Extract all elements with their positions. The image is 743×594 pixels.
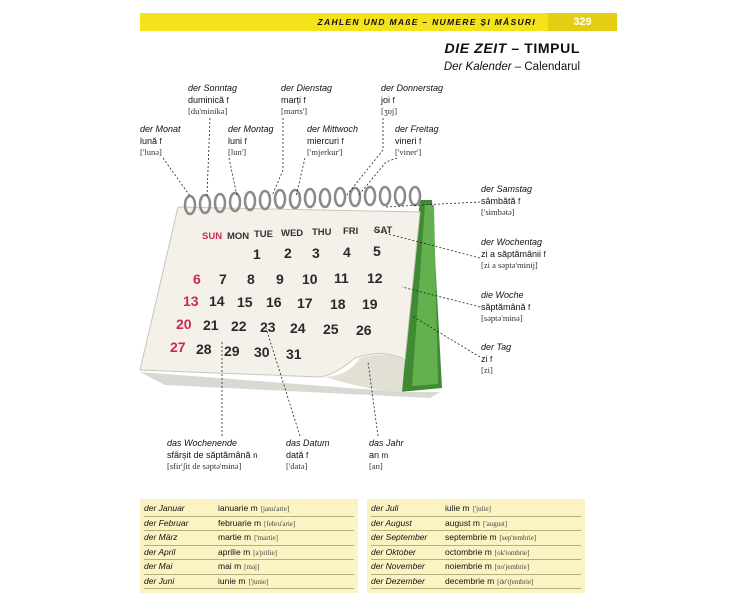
label-de: die Woche	[481, 290, 524, 300]
month-gender: m	[487, 575, 495, 586]
label-de: das Datum	[286, 438, 330, 448]
month-de: der Oktober	[371, 546, 416, 557]
month-ro: august	[445, 517, 471, 528]
day-26: 26	[356, 322, 372, 338]
label-ro: zi	[481, 353, 488, 364]
months-table-left	[140, 499, 358, 593]
month-gender: m	[484, 561, 492, 571]
title-sep: –	[506, 40, 525, 56]
month-de: der Februar	[144, 517, 189, 528]
month-gender: m	[244, 532, 252, 542]
table-row	[371, 546, 581, 561]
label-dienstag	[281, 83, 332, 118]
weekday-thu: THU	[312, 227, 332, 238]
label-ro: marți	[281, 94, 301, 105]
day-14: 14	[209, 293, 225, 309]
label-phonetic: [zi a səptə'mɨnij]	[481, 260, 538, 270]
day-17: 17	[297, 295, 313, 311]
title-ro: TIMPUL	[524, 40, 580, 56]
month-ro: aprilie	[218, 546, 241, 557]
month-ro: septembrie	[445, 532, 488, 542]
day-8: 8	[247, 271, 255, 287]
month-gender: m	[462, 503, 470, 513]
label-gender: f	[244, 136, 247, 146]
day-20: 20	[176, 316, 192, 332]
label-gender: f	[303, 95, 306, 105]
month-de: der März	[144, 532, 178, 542]
label-gender: f	[543, 249, 546, 259]
month-de: der August	[371, 517, 412, 528]
label-de: der Donnerstag	[381, 83, 444, 93]
month-de: der April	[144, 546, 176, 557]
table-row	[371, 560, 581, 575]
label-gender: f	[490, 354, 493, 364]
month-phonetic: [janu'arie]	[260, 505, 290, 513]
month-phonetic: [maj]	[244, 563, 260, 571]
month-de: der Juni	[144, 575, 175, 586]
day-29: 29	[224, 343, 240, 359]
label-ro: luni	[228, 135, 243, 146]
label-monat	[140, 124, 181, 159]
day-12: 12	[367, 270, 383, 286]
month-phonetic: [de'tʃembrie]	[497, 577, 534, 586]
month-ro: octombrie	[445, 546, 483, 557]
day-27: 27	[170, 339, 186, 355]
table-row	[144, 531, 354, 546]
label-ro: săptămână	[481, 301, 526, 312]
month-ro: ianuarie	[218, 503, 249, 513]
month-phonetic: ['martie]	[254, 534, 278, 542]
month-gender: m	[484, 546, 492, 557]
table-row	[144, 546, 354, 561]
title-de: DIE ZEIT	[444, 40, 507, 56]
day-3: 3	[312, 245, 320, 261]
weekday-wed: WED	[281, 228, 304, 239]
label-phonetic: [marts']	[281, 106, 308, 116]
label-ro: joi	[381, 94, 391, 105]
month-gender: m	[472, 517, 480, 528]
label-gender: m	[381, 450, 389, 460]
month-ro: iunie	[218, 575, 236, 586]
table-row	[371, 517, 581, 532]
label-gender: f	[419, 136, 422, 146]
label-de: der Dienstag	[281, 83, 333, 93]
month-phonetic: [ok'tombrie]	[494, 548, 530, 557]
label-de: der Tag	[481, 342, 512, 352]
label-ro: lună	[140, 135, 158, 146]
label-de: das Jahr	[369, 438, 404, 448]
month-gender: m	[243, 546, 251, 557]
day-18: 18	[330, 296, 346, 312]
day-23: 23	[260, 319, 276, 335]
label-gender: f	[159, 136, 162, 146]
month-ro: decembrie	[445, 575, 485, 586]
day-5: 5	[373, 243, 381, 259]
label-sonntag	[188, 83, 237, 118]
month-phonetic: [sep'tembrie]	[499, 534, 537, 542]
table-row	[144, 517, 354, 532]
label-tag	[481, 342, 511, 377]
label-ro: sfârșit de săptămână	[167, 449, 251, 460]
label-gender: f	[341, 136, 344, 146]
page-number: 329	[548, 13, 617, 31]
weekday-tue: TUE	[254, 229, 273, 240]
day-11: 11	[334, 270, 349, 286]
subtitle-sep: –	[511, 61, 525, 73]
label-montag	[228, 124, 274, 159]
month-ro: februarie	[218, 517, 252, 528]
label-gender: n	[253, 450, 258, 460]
month-gender: m	[238, 575, 246, 586]
month-ro: iulie	[445, 503, 461, 513]
month-de: der September	[371, 532, 428, 542]
weekday-sun: SUN	[202, 231, 223, 242]
label-freitag	[395, 124, 439, 159]
table-row	[371, 575, 581, 590]
label-de: der Monat	[140, 124, 181, 134]
day-13: 13	[183, 293, 199, 309]
label-woche	[481, 290, 530, 325]
label-phonetic: [du'minikə]	[188, 106, 228, 116]
label-mittwoch	[307, 124, 358, 159]
table-row	[144, 560, 354, 575]
label-phonetic: ['mjerkur']	[307, 147, 343, 157]
label-wochenende	[167, 438, 258, 473]
day-28: 28	[196, 341, 212, 357]
month-gender: m	[250, 503, 258, 513]
label-ro: an	[369, 449, 380, 460]
day-19: 19	[362, 296, 378, 312]
label-wochentag	[481, 237, 546, 272]
label-jahr	[369, 438, 404, 473]
weekday-fri: FRI	[343, 226, 359, 237]
label-samstag	[481, 184, 532, 219]
month-de: der Januar	[144, 503, 185, 513]
month-ro: noiembrie	[445, 561, 483, 571]
label-ro: dată	[286, 449, 304, 460]
table-row	[371, 502, 581, 517]
label-phonetic: [səptə'mɨnə]	[481, 313, 523, 323]
day-15: 15	[237, 294, 253, 310]
day-4: 4	[343, 244, 351, 260]
label-phonetic: [lun']	[228, 147, 247, 157]
day-16: 16	[266, 294, 282, 310]
label-ro: duminică	[188, 94, 225, 105]
subtitle-de: Der Kalender	[443, 61, 512, 73]
month-de: der Dezember	[371, 575, 425, 586]
label-datum	[286, 438, 330, 473]
label-gender: f	[392, 95, 395, 105]
month-phonetic: [no'jembrie]	[494, 563, 530, 571]
month-phonetic: [a'prilie]	[253, 548, 277, 557]
section-title: ZAHLEN UND MAßE – NUMERE ȘI MĂSURI	[317, 17, 536, 27]
label-gender: f	[306, 450, 309, 460]
day-6: 6	[193, 271, 201, 287]
label-ro: vineri	[395, 135, 417, 146]
label-gender: f	[226, 95, 229, 105]
label-phonetic: ['datə]	[286, 461, 308, 471]
label-phonetic: ['sɨmbətə]	[481, 207, 515, 217]
label-de: der Samstag	[481, 184, 533, 194]
month-de: der November	[371, 561, 425, 571]
day-25: 25	[323, 321, 339, 337]
label-de: der Sonntag	[188, 83, 238, 93]
label-gender: f	[518, 196, 521, 206]
month-gender: m	[234, 561, 242, 571]
label-phonetic: ['viner']	[395, 147, 422, 157]
label-de: der Wochentag	[481, 237, 543, 247]
day-7: 7	[219, 271, 227, 287]
label-de: der Freitag	[395, 124, 439, 134]
weekday-mon: MON	[227, 231, 250, 242]
label-phonetic: [sfɨr'ʃit de səptə'mɨnə]	[167, 461, 242, 471]
month-phonetic: ['julie]	[472, 505, 491, 513]
label-donnerstag	[381, 83, 443, 118]
label-ro: miercuri	[307, 135, 340, 146]
label-phonetic: [an]	[369, 461, 383, 471]
month-gender: m	[253, 517, 262, 528]
day-1: 1	[253, 246, 261, 262]
month-phonetic: ['august]	[483, 519, 508, 528]
label-phonetic: [zi]	[481, 365, 493, 375]
label-ro: sâmbătă	[481, 195, 516, 206]
label-de: der Mittwoch	[307, 124, 359, 134]
months-table-right	[367, 499, 585, 593]
month-gender: m	[489, 532, 497, 542]
month-phonetic: ['junie]	[248, 577, 269, 586]
month-de: der Juli	[371, 503, 399, 513]
label-ro: zi a săptămânii	[481, 248, 542, 259]
day-30: 30	[254, 344, 270, 360]
month-de: der Mai	[144, 561, 173, 571]
day-31: 31	[286, 346, 302, 362]
weekday-sat: SAT	[374, 225, 393, 236]
day-9: 9	[276, 271, 284, 287]
label-gender: f	[528, 302, 531, 312]
month-phonetic: [febru'arie]	[264, 519, 296, 528]
day-10: 10	[302, 271, 318, 287]
month-ro: martie	[218, 532, 242, 542]
table-row	[144, 575, 354, 590]
label-de: der Montag	[228, 124, 274, 134]
day-24: 24	[290, 320, 306, 336]
day-21: 21	[203, 317, 219, 333]
label-de: das Wochenende	[167, 438, 238, 448]
subtitle-ro: Calendarul	[524, 61, 580, 73]
day-2: 2	[284, 245, 292, 261]
label-phonetic: ['lunə]	[140, 147, 162, 157]
label-phonetic: [ʒoj]	[381, 106, 398, 116]
month-ro: mai	[218, 561, 232, 571]
day-22: 22	[231, 318, 247, 334]
table-row	[371, 531, 581, 546]
table-row	[144, 502, 354, 517]
